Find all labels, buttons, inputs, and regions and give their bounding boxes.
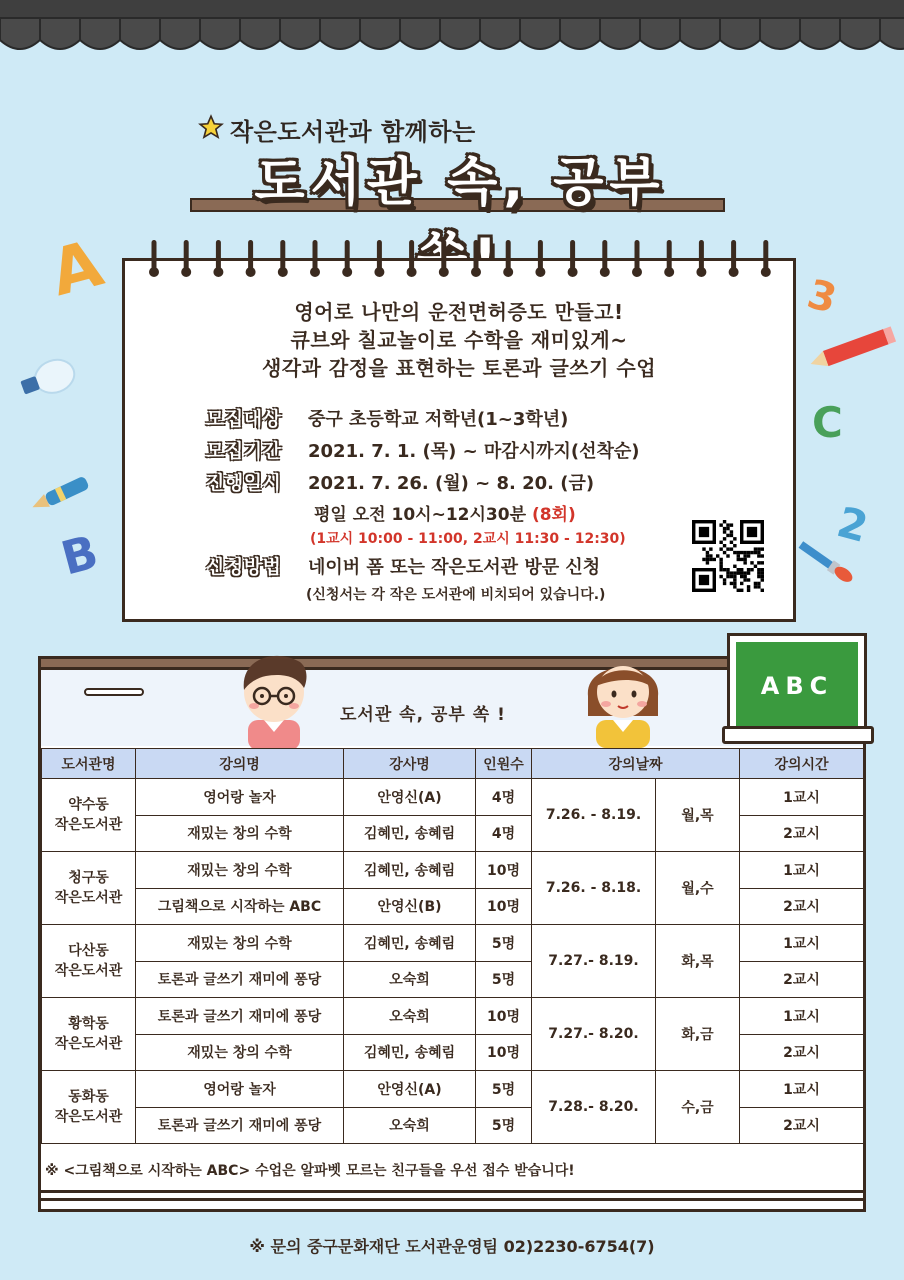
- info-target-label: 모집대상: [206, 408, 282, 430]
- header-dates: 강의날짜: [532, 749, 740, 779]
- board-bottom-line-2: [41, 1198, 863, 1201]
- letter-c-decoration: C: [812, 398, 843, 447]
- info-apply-value: 네이버 폼 또는 작은도서관 방문 신청: [308, 557, 601, 578]
- intro-line-2: 큐브와 칠교놀이로 수학을 재미있게~: [290, 328, 628, 352]
- period-cell: 1교시: [740, 1071, 864, 1108]
- course-cell: 재밌는 창의 수학: [136, 1034, 344, 1071]
- contact-footer: ※ 문의 중구문화재단 도서관운영팀 02)2230-6754(7): [249, 1237, 655, 1256]
- library-name-line: 청구동: [68, 870, 109, 886]
- teacher-cell: 김혜민, 송혜림: [344, 925, 476, 962]
- pencil-icon: [804, 324, 900, 374]
- weekdays-cell: 월,목: [656, 779, 740, 852]
- info-target-row: [206, 404, 786, 436]
- course-cell: 재밌는 창의 수학: [136, 925, 344, 962]
- count-cell: 5명: [476, 961, 532, 998]
- info-apply-note: (신청서는 각 작은 도서관에 비치되어 있습니다.): [306, 587, 606, 603]
- teacher-cell: 오숙희: [344, 1107, 476, 1144]
- intro-line-3: 생각과 감정을 표현하는 토론과 글쓰기 수업: [261, 356, 657, 380]
- number-two-decoration: 2: [832, 497, 874, 552]
- period-cell: 2교시: [740, 1107, 864, 1144]
- weekdays-cell: 화,목: [656, 925, 740, 998]
- weekdays-cell: 수,금: [656, 1071, 740, 1144]
- qr-code-icon[interactable]: [692, 520, 764, 592]
- period-cell: 1교시: [740, 779, 864, 816]
- table-row: [42, 1107, 864, 1144]
- period-cell: 1교시: [740, 925, 864, 962]
- dates-cell: 7.26. - 8.18.: [532, 852, 656, 925]
- teacher-cell: 안영신(B): [344, 888, 476, 925]
- info-schedule-value: 2021. 7. 26. (월) ~ 8. 20. (금): [308, 473, 595, 494]
- roof-tiles: [0, 0, 904, 58]
- library-name-line: 다산동: [68, 943, 109, 959]
- library-name-line: 황학동: [68, 1016, 109, 1032]
- period-cell: 2교시: [740, 888, 864, 925]
- table-row: [42, 852, 864, 889]
- library-name-line: 작은도서관: [54, 817, 123, 833]
- count-cell: 10명: [476, 1034, 532, 1071]
- info-schedule-periods: (1교시 10:00 - 11:00, 2교시 11:30 - 12:30): [310, 531, 626, 547]
- header-period: 강의시간: [740, 749, 864, 779]
- dates-cell: 7.26. - 8.19.: [532, 779, 656, 852]
- count-cell: 10명: [476, 852, 532, 889]
- table-row: [42, 779, 864, 816]
- course-cell: 토론과 글쓰기 재미에 퐁당: [136, 1107, 344, 1144]
- course-cell: 그림책으로 시작하는 ABC: [136, 888, 344, 925]
- table-row: [42, 1034, 864, 1071]
- course-cell: 영어랑 놀자: [136, 779, 344, 816]
- library-name-cell: [42, 998, 136, 1071]
- library-name-cell: [42, 779, 136, 852]
- info-schedule-row: [206, 468, 786, 500]
- teacher-cell: 안영신(A): [344, 1071, 476, 1108]
- table-row: [42, 998, 864, 1035]
- teacher-cell: 김혜민, 송혜림: [344, 852, 476, 889]
- dates-cell: 7.28.- 8.20.: [532, 1071, 656, 1144]
- library-name-line: 작은도서관: [54, 963, 123, 979]
- lightbulb-icon: [8, 354, 82, 410]
- count-cell: 5명: [476, 1107, 532, 1144]
- count-cell: 5명: [476, 925, 532, 962]
- count-cell: 4명: [476, 779, 532, 816]
- page-title: 도서관 속, 공부: [254, 153, 666, 213]
- header-teacher: 강사명: [344, 749, 476, 779]
- paintbrush-icon: [788, 530, 858, 590]
- info-period-value: 2021. 7. 1. (목) ~ 마감시까지(선착순): [308, 441, 640, 462]
- weekdays-cell: 월,수: [656, 852, 740, 925]
- board-decoration-bar: [84, 688, 144, 696]
- header-course: 강의명: [136, 749, 344, 779]
- teacher-cell: 오숙희: [344, 961, 476, 998]
- chalkboard-ledge: [722, 726, 874, 744]
- number-three-decoration: 3: [802, 271, 842, 323]
- count-cell: 5명: [476, 1071, 532, 1108]
- teacher-cell: 김혜민, 송혜림: [344, 1034, 476, 1071]
- period-cell: 2교시: [740, 1034, 864, 1071]
- table-row: [42, 961, 864, 998]
- period-cell: 2교시: [740, 815, 864, 852]
- count-cell: 10명: [476, 998, 532, 1035]
- library-name-cell: [42, 1071, 136, 1144]
- header-library: 도서관명: [42, 749, 136, 779]
- library-name-cell: [42, 852, 136, 925]
- count-cell: 10명: [476, 888, 532, 925]
- library-name-cell: [42, 925, 136, 998]
- table-row: [42, 1071, 864, 1108]
- teacher-cell: 오숙희: [344, 998, 476, 1035]
- notepad-rings: [140, 238, 780, 284]
- period-cell: 1교시: [740, 852, 864, 889]
- board-bottom-line: [41, 1190, 863, 1193]
- course-cell: 영어랑 놀자: [136, 1071, 344, 1108]
- library-name-line: 작은도서관: [54, 1036, 123, 1052]
- library-name-line: 작은도서관: [54, 890, 123, 906]
- chalkboard-text: ABC: [760, 672, 834, 700]
- course-cell: 재밌는 창의 수학: [136, 815, 344, 852]
- letter-a-decoration: A: [43, 226, 111, 312]
- library-name-line: 작은도서관: [54, 1109, 123, 1125]
- period-cell: 1교시: [740, 998, 864, 1035]
- course-cell: 재밌는 창의 수학: [136, 852, 344, 889]
- table-row: [42, 888, 864, 925]
- header-count: 인원수: [476, 749, 532, 779]
- teacher-cell: 김혜민, 송혜림: [344, 815, 476, 852]
- schedule-time-text: 평일 오전 10시~12시30분: [314, 505, 527, 525]
- table-footnote: ※ <그림책으로 시작하는 ABC> 수업은 알파벳 모르는 친구들을 우선 접수 받습니다!: [45, 1163, 575, 1179]
- table-row: [42, 925, 864, 962]
- library-name-line: 동화동: [68, 1089, 109, 1105]
- table-row: [42, 815, 864, 852]
- chalkboard: [730, 636, 864, 740]
- period-cell: 2교시: [740, 961, 864, 998]
- info-apply-label: 신청방법: [206, 556, 282, 578]
- dates-cell: 7.27.- 8.19.: [532, 925, 656, 998]
- info-schedule-label: 진행일시: [206, 472, 282, 494]
- info-period-row: [206, 436, 786, 468]
- boy-character-illustration: [226, 640, 322, 748]
- girl-character-illustration: [578, 636, 668, 748]
- course-cell: 토론과 글쓰기 재미에 퐁당: [136, 961, 344, 998]
- board-title: 도서관 속, 공부 쏙 !: [340, 705, 506, 725]
- course-cell: 토론과 글쓰기 재미에 퐁당: [136, 998, 344, 1035]
- schedule-count-text: (8회): [531, 505, 576, 525]
- dates-cell: 7.27.- 8.20.: [532, 998, 656, 1071]
- info-period-label: 모집기간: [206, 440, 282, 462]
- weekdays-cell: 화,금: [656, 998, 740, 1071]
- pen-icon: [24, 470, 98, 520]
- intro-line-1: 영어로 나만의 운전면허증도 만들고!: [294, 300, 624, 324]
- library-name-line: 약수동: [68, 797, 109, 813]
- schedule-table: [41, 748, 864, 1144]
- table-header-row: [42, 749, 864, 779]
- intro-text: [122, 298, 796, 382]
- letter-b-decoration: B: [55, 524, 104, 586]
- info-target-value: 중구 초등학교 저학년(1~3학년): [308, 409, 569, 430]
- subtitle: 작은도서관과 함께하는: [230, 118, 476, 146]
- teacher-cell: 안영신(A): [344, 779, 476, 816]
- count-cell: 4명: [476, 815, 532, 852]
